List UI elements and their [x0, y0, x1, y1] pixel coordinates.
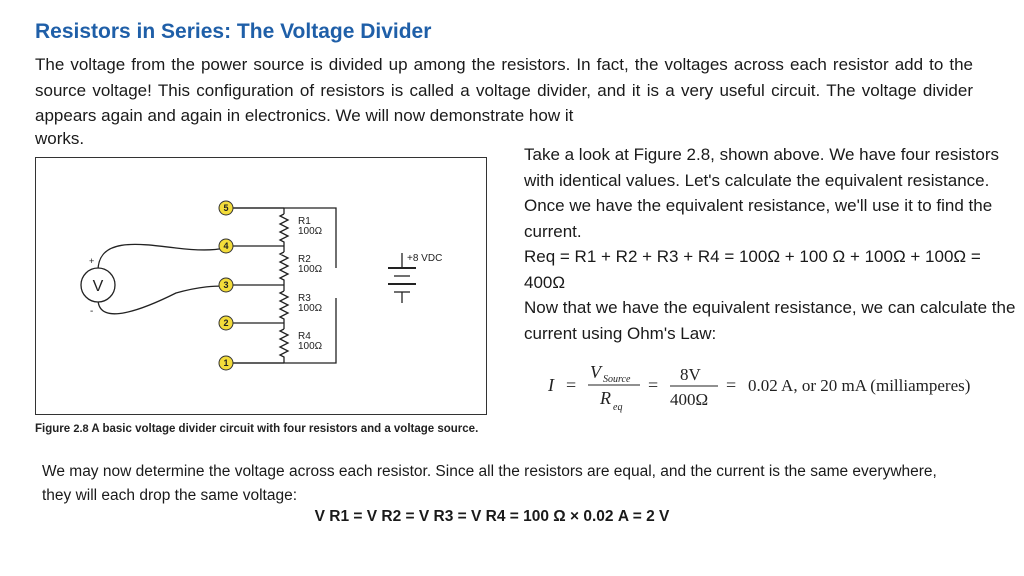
resistor-r4-name: R4	[298, 331, 311, 342]
formula-r-symbol: R	[600, 388, 611, 408]
resistor-r3-value: 100Ω	[298, 303, 323, 314]
voltage-drop-equation: V R1 = V R2 = V R3 = V R4 = 100 Ω × 0.02 A = 2 V	[314, 508, 670, 525]
resistor-r2-symbol	[280, 252, 288, 285]
intro-paragraph-end: works.	[35, 129, 85, 148]
node-label-1: 1	[223, 358, 229, 368]
figure-caption-number: 2.8	[73, 423, 89, 435]
node-label-2: 2	[223, 318, 229, 328]
formula-current-symbol: I	[548, 375, 554, 395]
figure-caption-prefix: Figure	[35, 423, 71, 435]
node-label-4: 4	[223, 241, 229, 251]
formula-result: 0.02 A, or 20 mA (milliamperes)	[748, 376, 971, 395]
resistor-r3-symbol	[280, 291, 288, 323]
node-label-5: 5	[223, 203, 229, 213]
voltmeter-minus: -	[90, 306, 94, 317]
circuit-diagram	[36, 158, 488, 416]
resistor-r1-symbol	[280, 214, 288, 246]
intro-paragraph: The voltage from the power source is divided up among the resistors. In fact, the voltages across each resistor add to the source voltage! This configuration of resistors is called a voltage divider, and it is a very useful circuit. The voltage divider appears again and again in electronics. We will now demonstrate how it	[35, 55, 973, 125]
resistor-r2-name: R2	[298, 254, 311, 265]
probe-wire-negative	[98, 286, 224, 314]
voltmeter-label: V	[92, 278, 104, 295]
explanation-paragraph-3: Now that we have the equivalent resistance, we can calculate the current using Ohm's Law:	[524, 298, 1016, 343]
voltage-drop-equation-row	[0, 508, 1024, 526]
conclusion-paragraph: We may now determine the voltage across each resistor. Since all the resistors are equal, and the current is the same everywhere, they will each drop the same voltage:	[42, 463, 937, 504]
resistor-r2-value: 100Ω	[298, 264, 323, 275]
probe-wire-positive	[98, 244, 224, 271]
explanation-paragraph-1: Take a look at Figure 2.8, shown above. We have four resistors with identical values. Let's calculate the equivalent resistance. Once we have the equivalent resistance, we'll use it to find the current.	[524, 145, 999, 241]
page-title: Resistors in Series: The Voltage Divider	[35, 20, 432, 43]
formula-equals-2: =	[648, 375, 659, 395]
figure-caption	[35, 423, 478, 435]
resistor-r1-name: R1	[298, 216, 311, 227]
resistor-r3-name: R3	[298, 293, 311, 304]
formula-v-symbol: V	[590, 362, 601, 382]
formula-equals-1: =	[566, 375, 577, 395]
formula-numerator: 8V	[680, 365, 701, 384]
formula-r-subscript: eq	[613, 402, 623, 413]
figure-caption-text: A basic voltage divider circuit with four resistors and a voltage source.	[91, 423, 479, 435]
equivalent-resistance-equation: Req = R1 + R2 + R3 + R4 = 100Ω + 100 Ω + 100Ω + 100Ω = 400Ω	[524, 247, 981, 292]
formula-equals-3: =	[726, 375, 737, 395]
resistor-r4-value: 100Ω	[298, 341, 323, 352]
formula-v-subscript: Source	[603, 374, 631, 385]
ohms-law-formula	[540, 360, 1000, 420]
voltmeter-plus: +	[89, 256, 95, 266]
circuit-figure	[35, 157, 487, 415]
formula-denominator: 400Ω	[670, 390, 709, 409]
source-voltage-label: +8 VDC	[407, 253, 443, 264]
node-label-3: 3	[223, 280, 229, 290]
resistor-r4-symbol	[280, 329, 288, 363]
explanation-column	[524, 142, 1016, 346]
resistor-r1-value: 100Ω	[298, 226, 323, 237]
